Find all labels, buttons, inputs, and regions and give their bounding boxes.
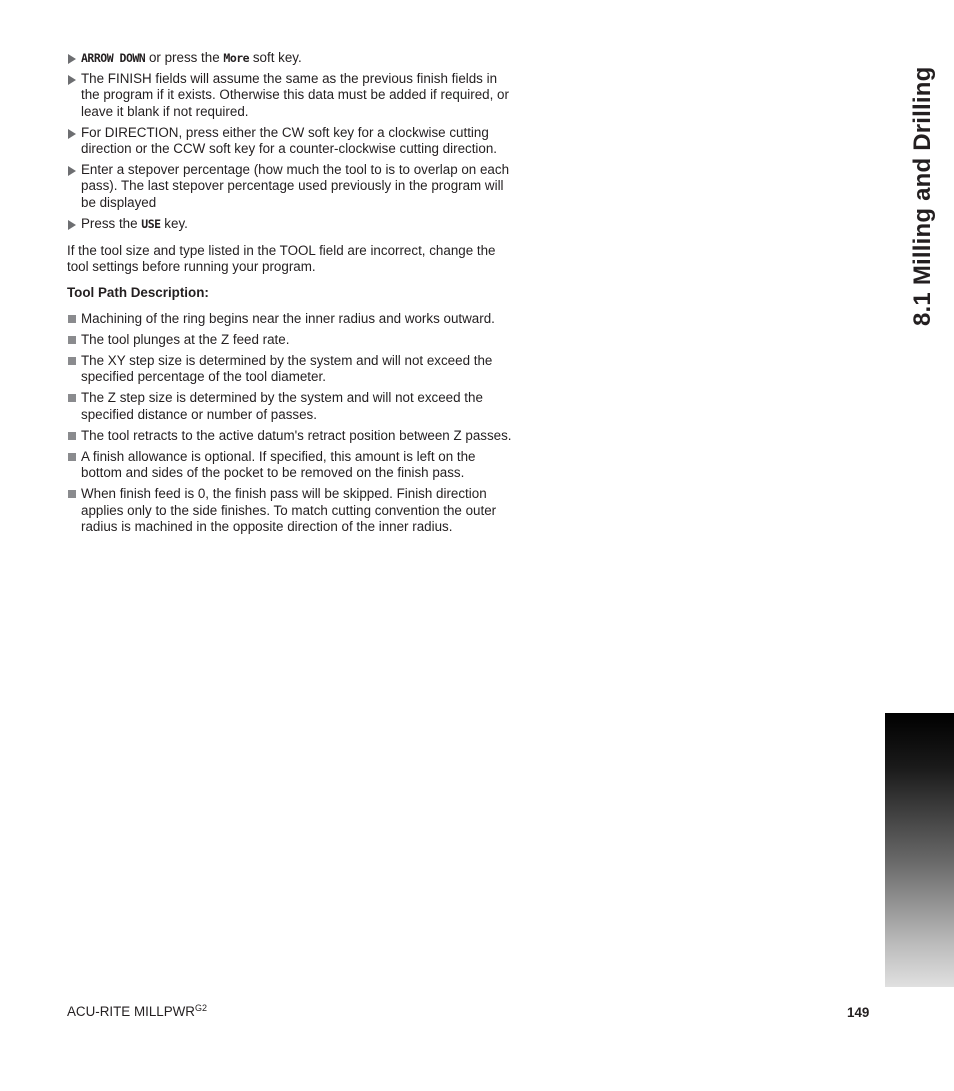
bullet-text: The Z step size is determined by the system and will not exceed the specified distance or number of passes. [81,390,483,422]
square-bullet-icon [68,432,76,440]
bullet-text: Machining of the ring begins near the inner radius and works outward. [81,310,495,326]
arrow-bullet-icon [68,166,76,176]
footer-product [67,1004,207,1020]
page-number: 149 [847,1005,870,1020]
arrow-bullet-icon [68,129,76,139]
bullet-text: The XY step size is determined by the system and will not exceed the specified percentage of the tool diameter. [81,353,493,385]
tool-path-bullet [67,311,512,327]
step-text: Press the [81,215,142,231]
bullet-text: The tool plunges at the Z feed rate. [81,331,290,347]
product-superscript: G2 [194,1003,207,1013]
step-text: The FINISH fields will assume the same as the previous finish fields in the program if it exists. Otherwise this data must be added if required, or leave it blank if not required. [81,71,509,119]
tool-path-bullet [67,449,512,481]
tool-path-bullet [67,390,512,422]
step-text: For DIRECTION, press either the CW soft key for a clockwise cutting direction or the CCW soft key for a counter-clockwise cutting direction. [81,124,498,157]
tool-path-bullet [67,428,512,444]
section-side-title: 8.1 Milling and Drilling [909,66,936,326]
square-bullet-icon [68,453,76,461]
arrow-bullet-icon [68,220,76,230]
tool-path-bullet [67,353,512,385]
tool-path-heading: Tool Path Description: [67,285,209,301]
square-bullet-icon [68,490,76,498]
step-item [67,125,512,157]
square-bullet-icon [68,394,76,402]
key-use: USE [141,216,161,231]
step-text: Enter a stepover percentage (how much the tool to is to overlap on each pass). The last stepover percentage used previously in the program will be displayed [81,162,510,210]
tool-note: If the tool size and type listed in the TOOL field are incorrect, change the tool settings before running your program. [67,243,496,275]
square-bullet-icon [68,315,76,323]
square-bullet-icon [68,336,76,344]
step-item [67,50,512,66]
arrow-bullet-icon [68,54,76,64]
step-text: soft key. [249,50,302,65]
step-text: or press the [145,50,224,65]
step-text: key. [160,215,188,231]
step-item [67,216,512,232]
main-content [67,50,512,540]
bullet-text: The tool retracts to the active datum's retract position between Z passes. [81,427,512,443]
arrow-bullet-icon [68,75,76,85]
bullet-text: A finish allowance is optional. If specified, this amount is left on the bottom and sides of the pocket to be removed on the finish pass. [81,449,476,481]
section-tab-gradient [885,713,954,987]
tool-path-bullet [67,332,512,348]
key-arrow-down: ARROW DOWN [81,51,146,65]
bullet-text: When finish feed is 0, the finish pass will be skipped. Finish direction applies only to the side finishes. To match cutting convention the outer radius is machined in the opposite direction of the inner radius. [81,486,497,534]
product-name: ACU-RITE MILLPWR [67,1004,195,1019]
key-more: More [223,51,250,65]
tool-path-bullet [67,486,512,535]
step-item [67,162,512,211]
step-item [67,71,512,120]
square-bullet-icon [68,357,76,365]
